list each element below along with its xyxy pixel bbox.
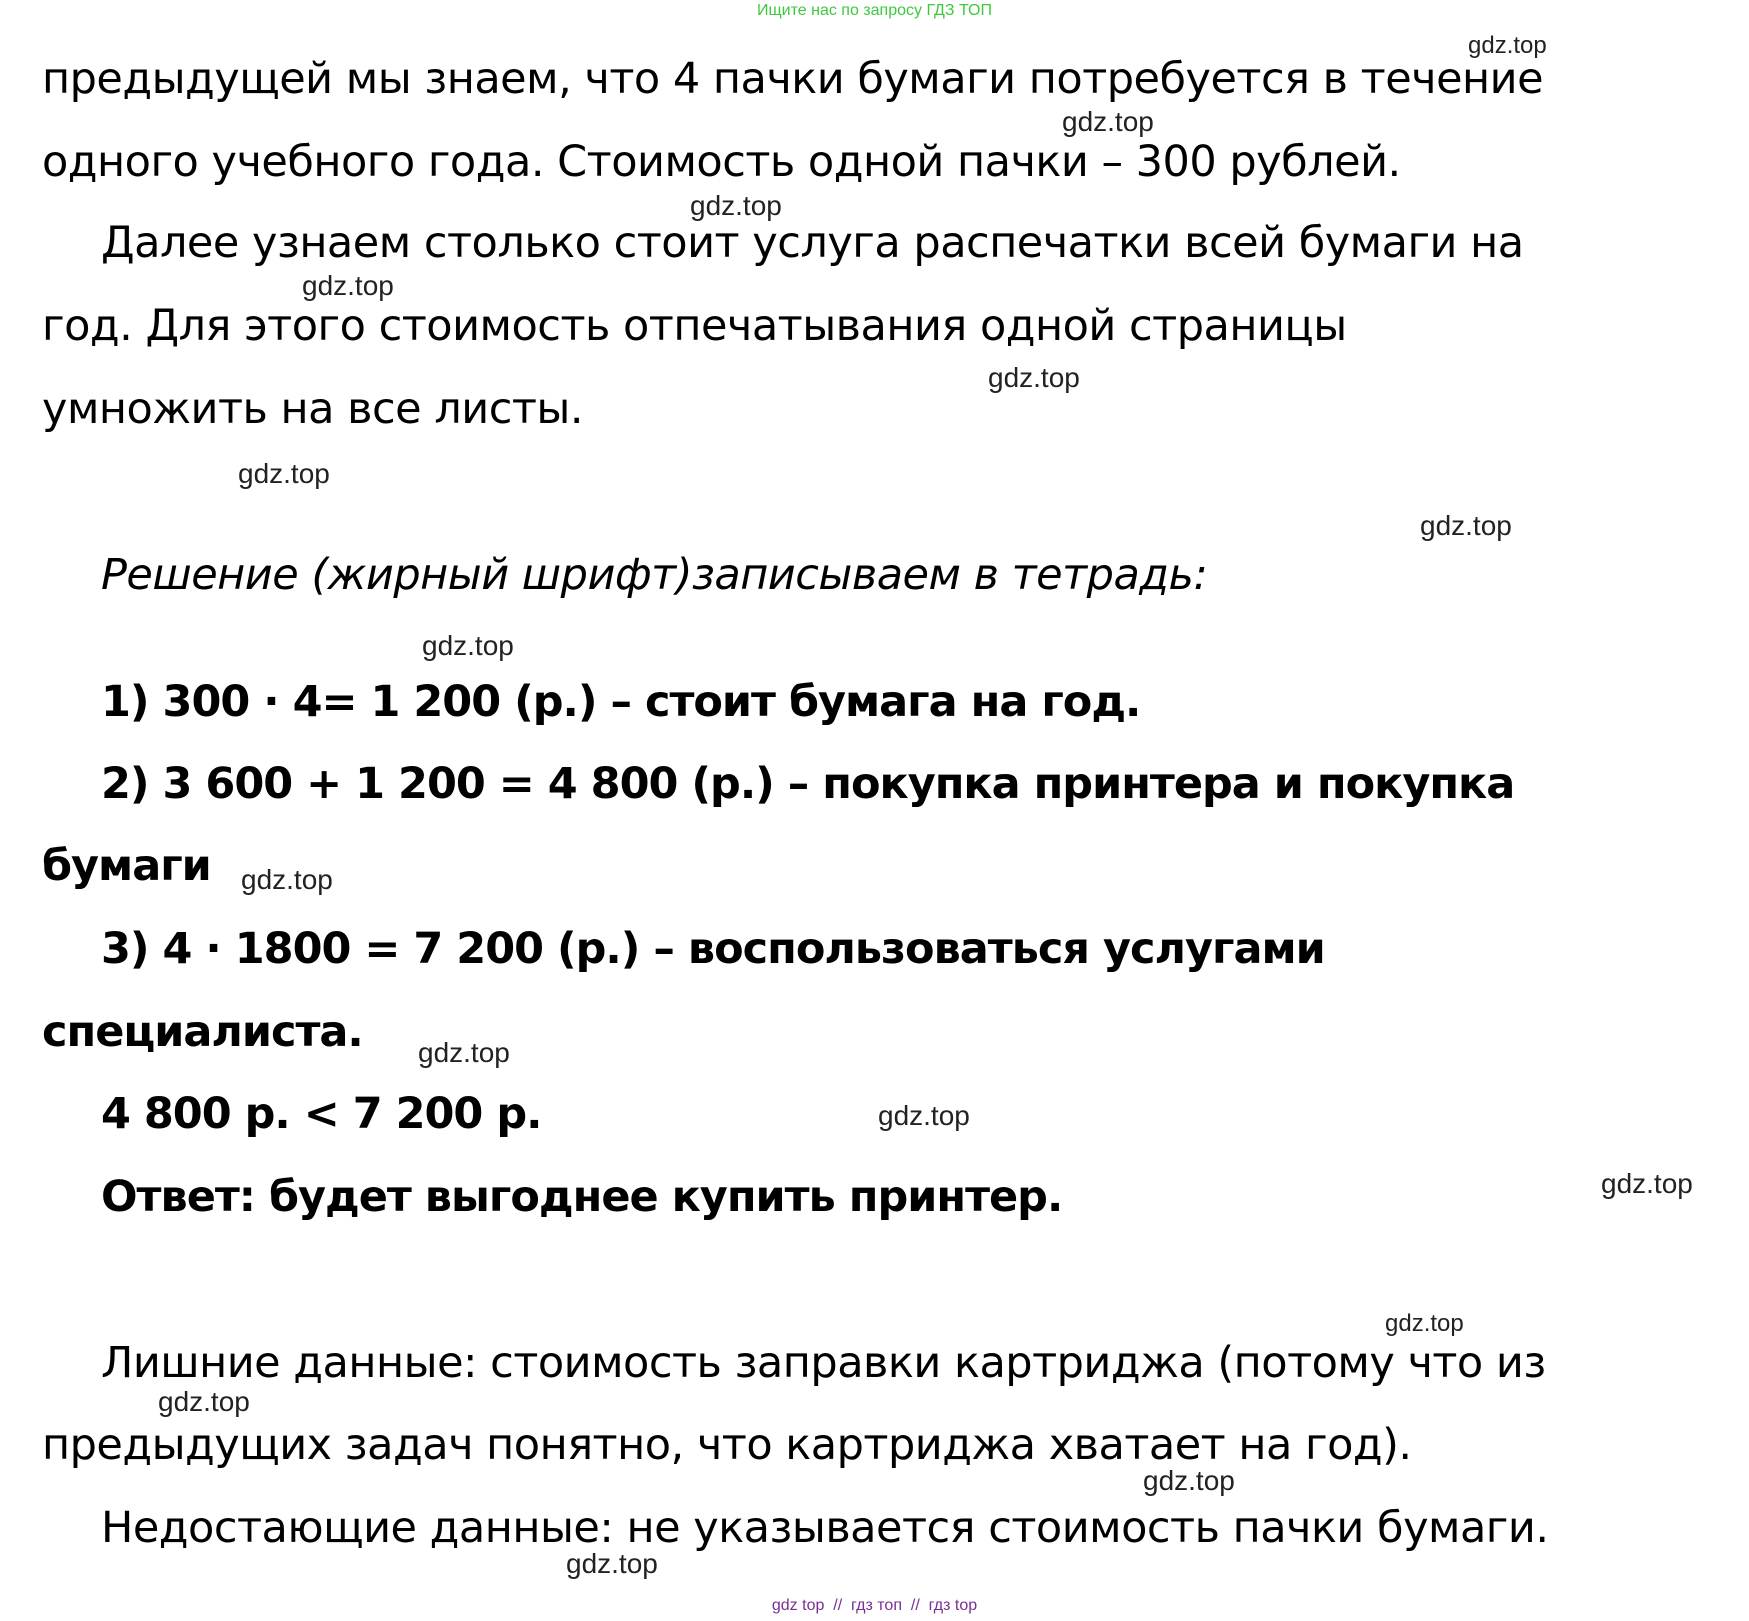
paragraph-line-2: одного учебного года. Стоимость одной пачки – 300 рублей. [42, 137, 1401, 187]
paragraph-line-4: год. Для этого стоимость отпечатывания одной страницы [42, 301, 1347, 351]
watermark: gdz.top [1601, 1168, 1693, 1199]
watermark: gdz.top [302, 270, 394, 301]
watermark: gdz.top [690, 190, 782, 221]
extra-data-line-1: Лишние данные: стоимость заправки картриджа (потому что из [101, 1338, 1546, 1388]
answer: Ответ: будет выгоднее купить принтер. [101, 1172, 1063, 1222]
watermark: gdz.top [158, 1386, 250, 1417]
watermark: gdz.top [1468, 0, 1472, 1]
solution-step-3-cont: специалиста. [42, 1007, 363, 1057]
watermark: gdz.top [241, 864, 333, 895]
comparison: 4 800 р. < 7 200 р. [101, 1089, 542, 1139]
solution-heading: Решение (жирный шрифт)записываем в тетрадь: [101, 550, 1208, 600]
watermark: gdz.top [1420, 510, 1512, 541]
solution-step-1: 1) 300 · 4= 1 200 (р.) – стоит бумага на год. [101, 677, 1141, 727]
paragraph-line-1: предыдущей мы знаем, что 4 пачки бумаги потребуется в течение [42, 54, 1544, 104]
solution-step-2: 2) 3 600 + 1 200 = 4 800 (р.) – покупка принтера и покупка [101, 759, 1515, 809]
solution-step-3: 3) 4 · 1800 = 7 200 (р.) – воспользоваться услугами [101, 924, 1325, 974]
footer-links[interactable]: gdz top // гдз топ // гдз top [771, 1597, 978, 1614]
top-banner: Ищите нас по запросу ГДЗ ТОП [757, 2, 992, 19]
watermark: gdz.top [1385, 1310, 1464, 1337]
paragraph-line-5: умножить на все листы. [42, 384, 584, 434]
watermark: gdz.top [1468, 32, 1547, 59]
watermark: gdz.top [566, 1548, 658, 1579]
extra-data-line-2: предыдущих задач понятно, что картриджа хватает на год). [42, 1420, 1412, 1470]
missing-data-line: Недостающие данные: не указывается стоимость пачки бумаги. [101, 1503, 1549, 1553]
solution-step-2-cont: бумаги [42, 841, 211, 891]
watermark: gdz.top [422, 630, 514, 661]
watermark: gdz.top [1062, 106, 1154, 137]
paragraph-line-3: Далее узнаем столько стоит услуга распечатки всей бумаги на [101, 218, 1524, 268]
watermark: gdz.top [238, 458, 330, 489]
watermark: gdz.top [878, 1100, 970, 1131]
watermark: gdz.top [988, 362, 1080, 393]
watermark: gdz.top [1143, 1465, 1235, 1496]
watermark: gdz.top [418, 1037, 510, 1068]
